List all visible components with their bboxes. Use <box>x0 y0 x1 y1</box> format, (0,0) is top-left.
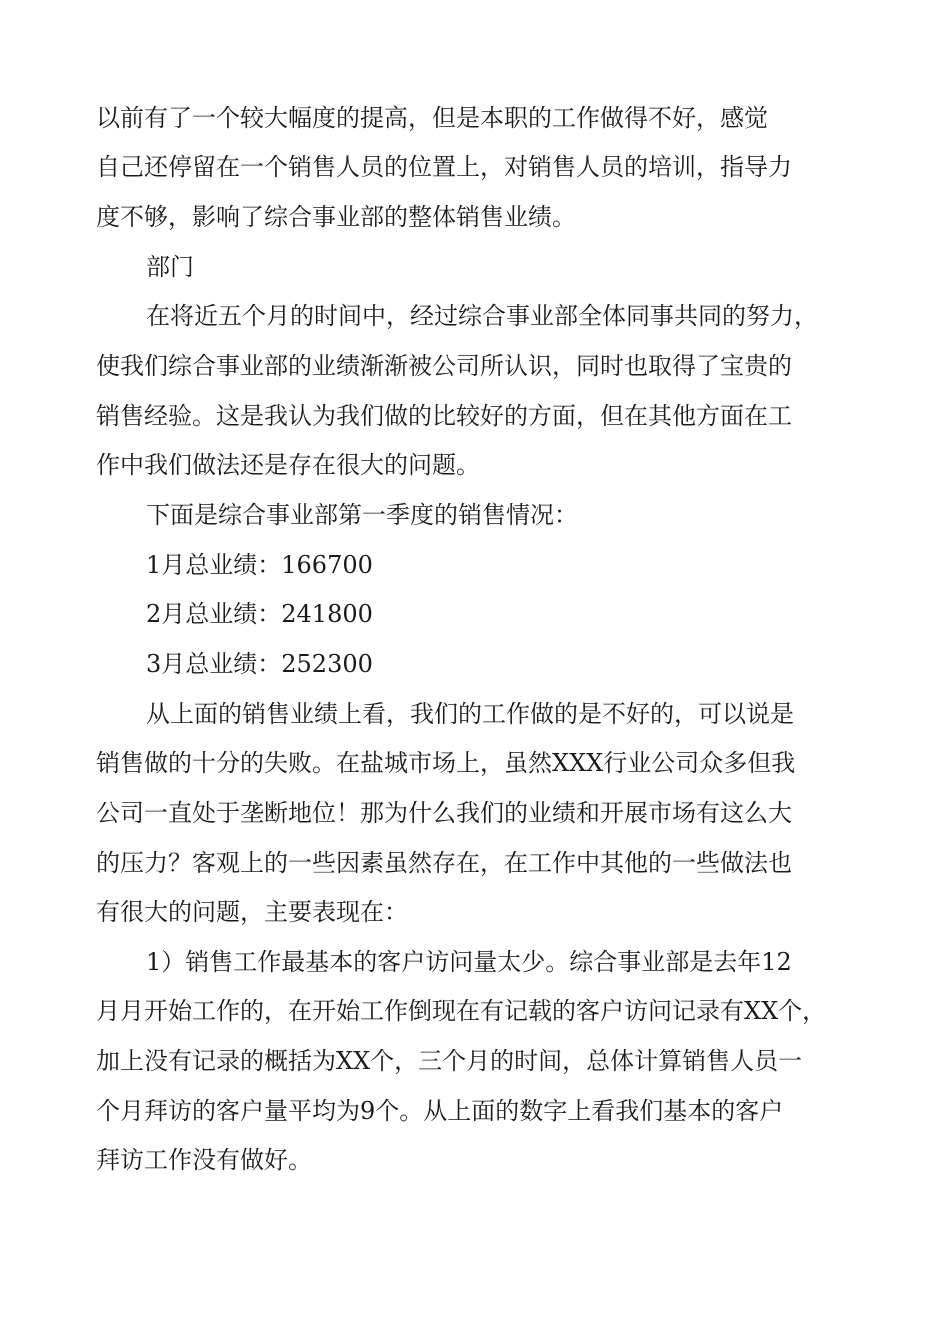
list-item: 1）销售工作最基本的客户访问量太少。综合事业部是去年12 <box>146 948 792 976</box>
text-line: 下面是综合事业部第一季度的销售情况： <box>146 501 578 529</box>
text-line: 从上面的销售业绩上看，我们的工作做的是不好的，可以说是 <box>146 700 794 728</box>
text-line: 销售做的十分的失败。在盐城市场上，虽然XXX行业公司众多但我 <box>96 749 796 777</box>
text-line: 使我们综合事业部的业绩渐渐被公司所认识，同时也取得了宝贵的 <box>96 352 792 380</box>
text-line: 加上没有记录的概括为XX个，三个月的时间，总体计算销售人员一 <box>96 1047 803 1075</box>
text-line: 个月拜访的客户量平均为9个。从上面的数字上看我们基本的客户 <box>96 1097 784 1125</box>
text-line: 有很大的问题，主要表现在： <box>96 898 408 926</box>
text-line: 拜访工作没有做好。 <box>96 1146 312 1174</box>
text-line: 的压力？客观上的一些因素虽然存在，在工作中其他的一些做法也 <box>96 849 792 877</box>
text-line: 公司一直处于垄断地位！那为什么我们的业绩和开展市场有这么大 <box>96 799 792 827</box>
text-line: 以前有了一个较大幅度的提高，但是本职的工作做得不好，感觉 <box>96 104 768 132</box>
section-heading: 部门 <box>146 253 194 281</box>
sales-february: 2月总业绩：241800 <box>146 600 373 628</box>
text-line: 在将近五个月的时间中，经过综合事业部全体同事共同的努力， <box>146 302 818 330</box>
text-line: 度不够，影响了综合事业部的整体销售业绩。 <box>96 203 576 231</box>
text-line: 自己还停留在一个销售人员的位置上，对销售人员的培训，指导力 <box>96 153 792 181</box>
text-line: 销售经验。这是我认为我们做的比较好的方面，但在其他方面在工 <box>96 402 792 430</box>
sales-march: 3月总业绩：252300 <box>146 650 373 678</box>
text-line: 月月开始工作的，在开始工作倒现在有记载的客户访问记录有XX个， <box>96 997 827 1025</box>
sales-january: 1月总业绩：166700 <box>146 551 373 579</box>
text-line: 作中我们做法还是存在很大的问题。 <box>96 451 480 479</box>
